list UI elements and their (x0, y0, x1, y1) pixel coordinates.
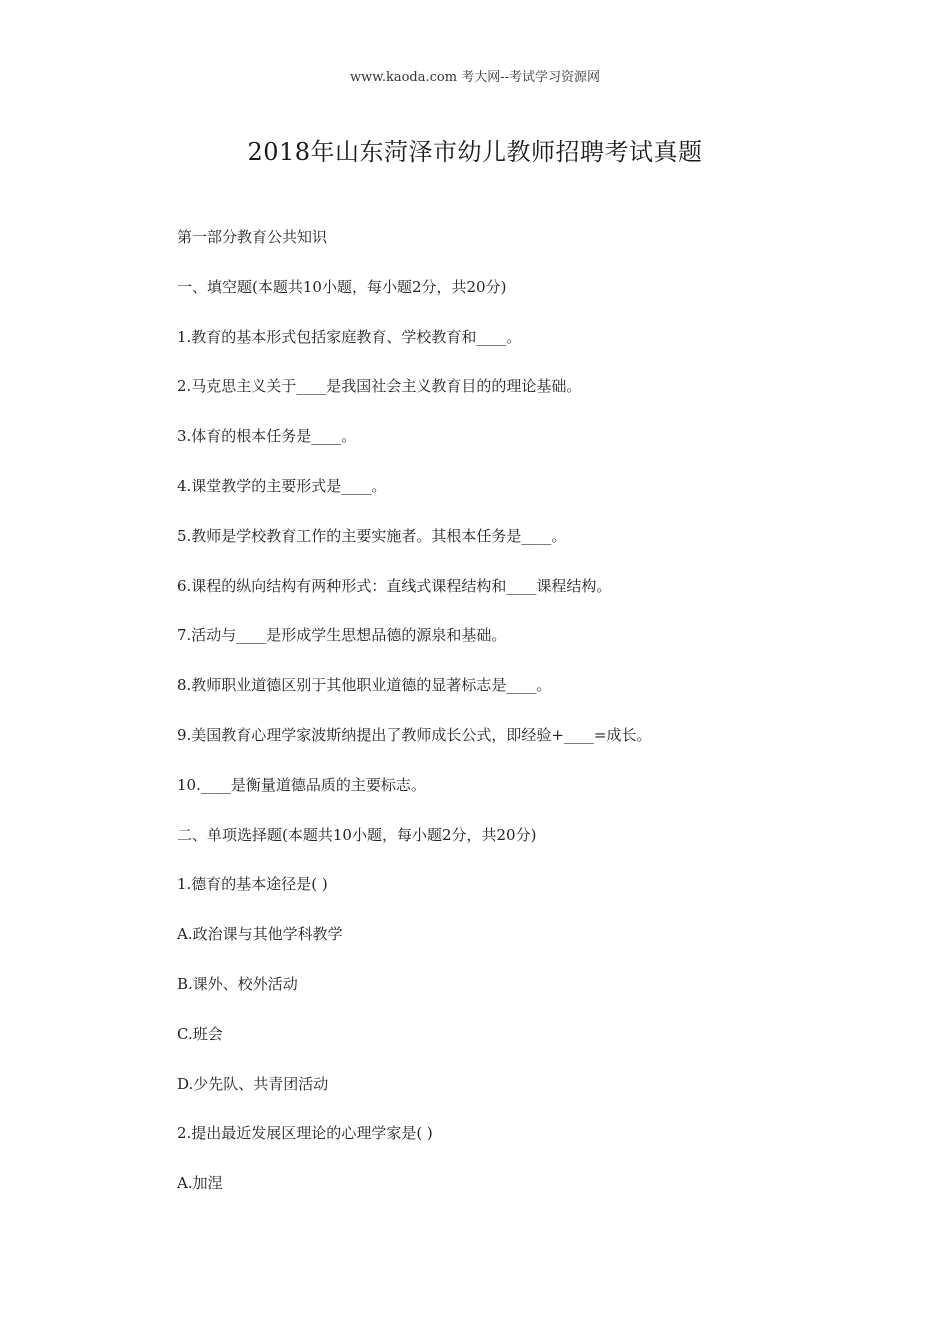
page-header: www.kaoda.com 考大网--考试学习资源网 (350, 70, 600, 85)
fill-blank-question: 9.美国教育心理学家波斯纳提出了教师成长公式，即经验+____=成长。 (177, 725, 652, 744)
fill-blank-question: 1.教育的基本形式包括家庭教育、学校教育和____。 (177, 327, 522, 346)
document-title: 2018年山东菏泽市幼儿教师招聘考试真题 (247, 138, 703, 166)
choice-option: A.政治课与其他学科教学 (177, 925, 343, 944)
choice-option: B.课外、校外活动 (177, 974, 298, 993)
question-group-heading: 二、单项选择题(本题共10小题，每小题2分，共20分) (177, 825, 537, 844)
question-group-heading: 一、填空题(本题共10小题，每小题2分，共20分) (177, 277, 507, 296)
fill-blank-question: 7.活动与____是形成学生思想品德的源泉和基础。 (177, 626, 507, 645)
choice-question: 1.德育的基本途径是( ) (177, 875, 328, 894)
section-heading: 第一部分教育公共知识 (177, 228, 328, 246)
fill-blank-question: 4.课堂教学的主要形式是____。 (177, 476, 387, 495)
fill-blank-question: 6.课程的纵向结构有两种形式：直线式课程结构和____课程结构。 (177, 576, 612, 595)
fill-blank-question: 10.____是衡量道德品质的主要标志。 (177, 775, 426, 794)
choice-option: A.加涅 (177, 1174, 223, 1193)
fill-blank-question: 2.马克思主义关于____是我国社会主义教育目的的理论基础。 (177, 377, 582, 396)
choice-option: C.班会 (177, 1024, 223, 1043)
choice-option: D.少先队、共青团活动 (177, 1074, 329, 1093)
document-body (177, 225, 917, 1221)
fill-blank-question: 5.教师是学校教育工作的主要实施者。其根本任务是____。 (177, 526, 567, 545)
fill-blank-question: 3.体育的根本任务是____。 (177, 427, 357, 446)
fill-blank-question: 8.教师职业道德区别于其他职业道德的显著标志是____。 (177, 676, 552, 695)
choice-question: 2.提出最近发展区理论的心理学家是( ) (177, 1124, 433, 1143)
